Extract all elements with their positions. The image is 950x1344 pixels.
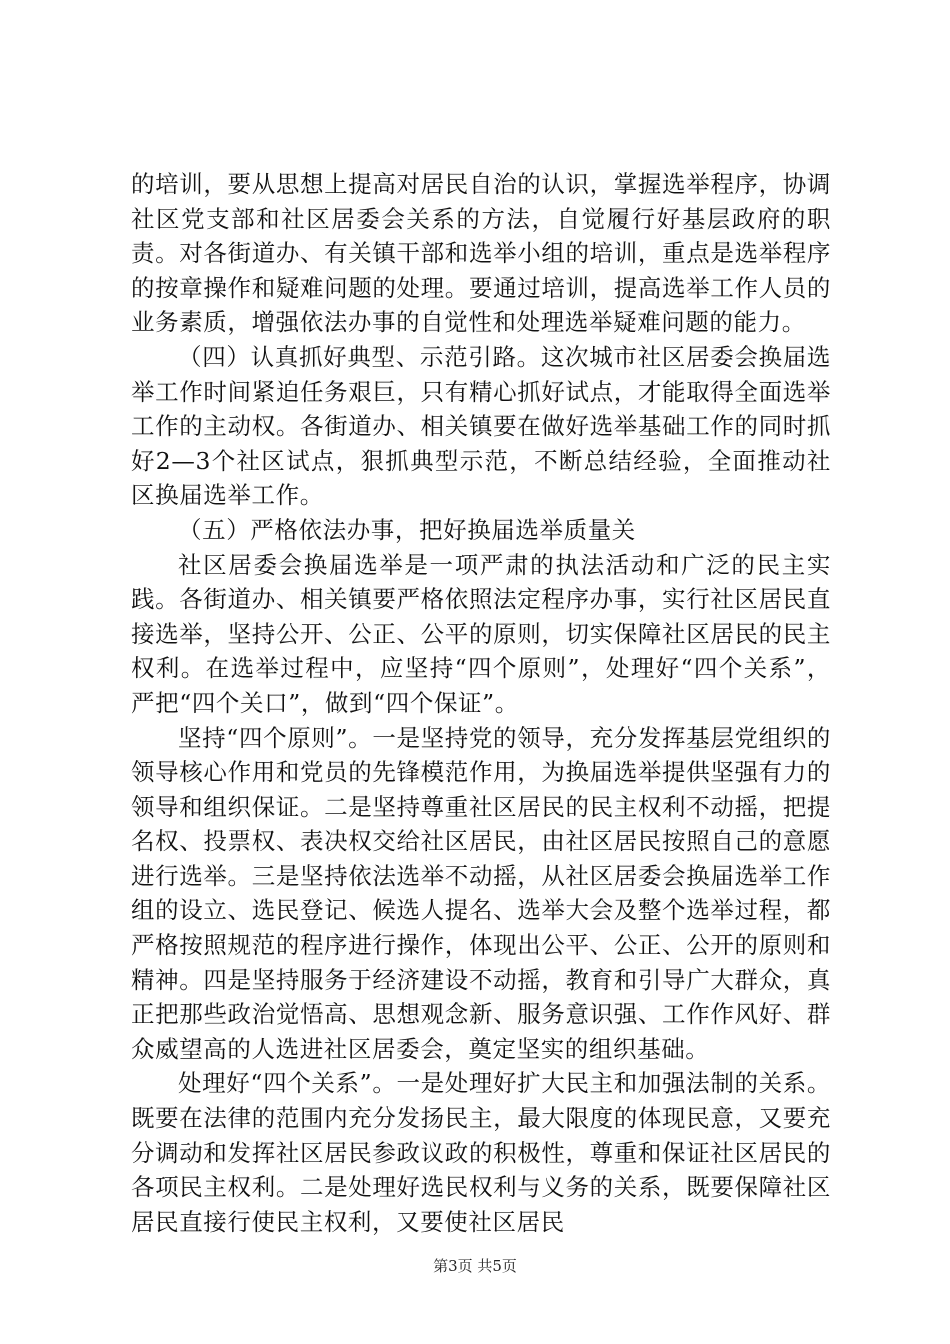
page-footer bbox=[0, 1256, 950, 1276]
document-body bbox=[131, 167, 831, 1239]
paragraph-4: 社区居委会换届选举是一项严肃的执法活动和广泛的民主实践。各街道办、相关镇要严格依照法定程序办事，实行社区居民直接选举，坚持公开、公正、公平的原则，切实保障社区居民的民主权利。在选举过程中，应坚持“四个原则”，处理好“四个关系”，严把“四个关口”，做到“四个保证”。 bbox=[131, 550, 831, 717]
paragraph-1: 的培训，要从思想上提高对居民自治的认识，掌握选举程序，协调社区党支部和社区居委会关系的方法，自觉履行好基层政府的职责。对各街道办、有关镇干部和选举小组的培训，重点是选举程序的按章操作和疑难问题的处理。要通过培训，提高选举工作人员的业务素质，增强依法办事的自觉性和处理选举疑难问题的能力。 bbox=[131, 170, 831, 337]
paragraph-2: （四）认真抓好典型、示范引路。这次城市社区居委会换届选举工作时间紧迫任务艰巨，只有精心抓好试点，才能取得全面选举工作的主动权。各街道办、相关镇要在做好选举基础工作的同时抓好2—3个社区试点，狠抓典型示范，不断总结经验，全面推动社区换届选举工作。 bbox=[131, 342, 831, 510]
paragraph-6: 处理好“四个关系”。一是处理好扩大民主和加强法制的关系。既要在法律的范围内充分发扬民主，最大限度的体现民意，又要充分调动和发挥社区居民参政议政的积极性，尊重和保证社区居民的各项民主权利。二是处理好选民权利与义务的关系，既要保障社区居民直接行使民主权利，又要使社区居民 bbox=[131, 1069, 831, 1236]
paragraph-5: 坚持“四个原则”。一是坚持党的领导，充分发挥基层党组织的领导核心作用和党员的先锋模范作用，为换届选举提供坚强有力的领导和组织保证。二是坚持尊重社区居民的民主权利不动摇，把提名权、投票权、表决权交给社区居民，由社区居民按照自己的意愿进行选举。三是坚持依法选举不动摇，从社区居委会换届选举工作组的设立、选民登记、候选人提名、选举大会及整个选举过程，都严格按照规范的程序进行操作，体现出公平、公正、公开的原则和精神。四是坚持服务于经济建设不动摇，教育和引导广大群众，真正把那些政治觉悟高、思想观念新、服务意识强、工作作风好、群众威望高的人选进社区居委会，奠定坚实的组织基础。 bbox=[131, 723, 831, 1063]
page-number: 第3页 共5页 bbox=[433, 1257, 517, 1275]
paragraph-3-heading: （五）严格依法办事，把好换届选举质量关 bbox=[178, 515, 636, 544]
